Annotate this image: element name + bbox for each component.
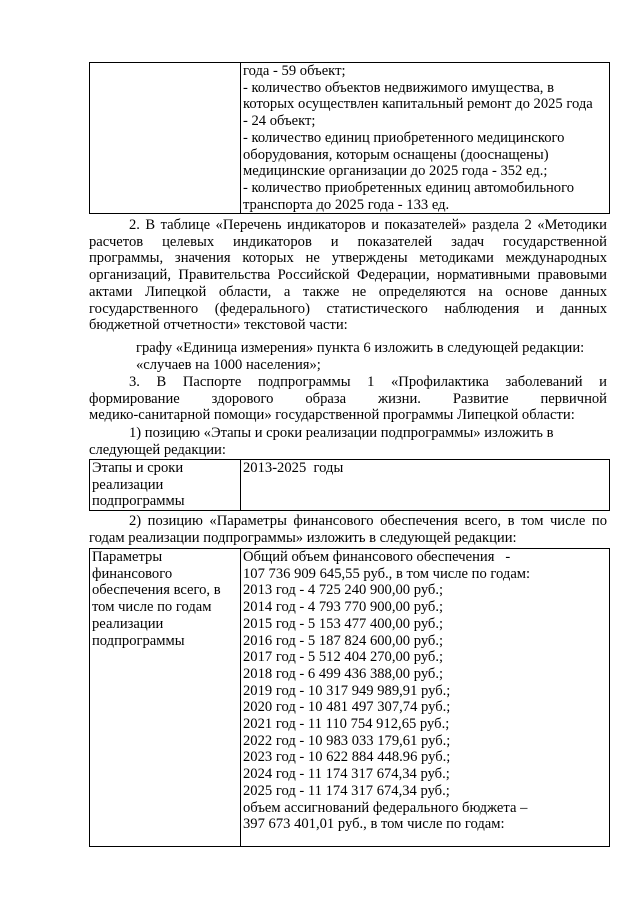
- text-line: реализации: [92, 615, 164, 632]
- text-line: 2. В таблице «Перечень индикаторов и показателей» раздела 2 «Методики: [129, 217, 607, 233]
- text-line: 2019 год - 10 317 949 989,91 руб.;: [243, 682, 451, 699]
- text-line: - количество единиц приобретенного медицинского: [243, 129, 565, 146]
- text-line: 2013 год - 4 725 240 900,00 руб.;: [243, 582, 444, 599]
- text-line: 3. В Паспорте подпрограммы 1 «Профилактика заболеваний и: [129, 374, 607, 390]
- text-line: 2014 год - 4 793 770 900,00 руб.;: [243, 599, 444, 616]
- table-cell-label: [90, 460, 241, 511]
- table-cell-value: [241, 460, 610, 511]
- text-line: реализации: [92, 476, 164, 493]
- text-line: 2021 год - 11 110 754 912,65 руб.;: [243, 716, 450, 733]
- text-line: Параметры: [92, 549, 163, 565]
- item-2: [89, 513, 607, 546]
- text-line: 2) позицию «Параметры финансового обеспечения всего, в том числе по: [129, 513, 607, 529]
- text-line: 1) позицию «Этапы и сроки реализации подпрограммы» изложить в: [129, 425, 554, 441]
- finance-table: [89, 548, 610, 847]
- text-line: 2016 год - 5 187 824 600,00 руб.;: [243, 632, 444, 649]
- indicators-table-continuation: [89, 62, 610, 214]
- text-line: обеспечения всего, в: [92, 582, 221, 599]
- text-line: актами Липецкой области, а также не определяются на основе данных: [89, 283, 607, 300]
- text-line: 2017 год - 5 512 404 270,00 руб.;: [243, 649, 444, 666]
- text-line: медико-санитарной помощи» государственной программы Липецкой области:: [89, 407, 575, 424]
- stages-table: [89, 459, 610, 511]
- table-row: [90, 549, 610, 847]
- text-line: 2024 год - 11 174 317 674,34 руб.;: [243, 766, 450, 783]
- text-line: 2018 год - 6 499 436 388,00 руб.;: [243, 665, 444, 682]
- text-line: года - 59 объект;: [243, 63, 346, 79]
- table-row: [90, 63, 610, 214]
- text-line: годам реализации подпрограммы» изложить в следующей редакции:: [89, 529, 517, 546]
- paragraph-2: [89, 217, 607, 334]
- table-cell-value: [241, 549, 610, 847]
- text-line: программы, значения которых не утверждены методиками международных: [89, 250, 607, 267]
- text-line: 2022 год - 10 983 033 179,61 руб.;: [243, 732, 451, 749]
- text-line: формирование здорового образа жизни. Развитие первичной: [89, 390, 607, 407]
- text-line: финансового: [92, 565, 173, 582]
- text-line: объем ассигнований федерального бюджета –: [243, 799, 528, 816]
- text-line: 397 673 401,01 руб., в том числе по годам:: [243, 816, 505, 833]
- table-cell-label: [90, 549, 241, 847]
- text-line: подпрограммы: [92, 493, 185, 510]
- table-cell-indicators: [241, 63, 610, 214]
- text-line: том числе по годам: [92, 599, 212, 616]
- text-line: Этапы и сроки: [92, 460, 184, 476]
- text-line: которых осуществлен капитальный ремонт до 2025 года: [243, 96, 593, 113]
- text-line: 2013-2025 годы: [243, 460, 344, 476]
- quoted-value: «случаев на 1000 населения»;: [136, 357, 321, 373]
- text-line: 2023 год - 10 622 884 448.96 руб.;: [243, 749, 451, 766]
- text-line: - 24 объект;: [243, 113, 316, 130]
- text-line: расчетов целевых индикаторов и показателей задач государственной: [89, 233, 607, 250]
- text-line: 2025 год - 11 174 317 674,34 руб.;: [243, 782, 450, 799]
- table-row: [90, 460, 610, 511]
- table-cell-empty: [90, 63, 241, 214]
- text-line: следующей редакции:: [89, 441, 226, 458]
- text-line: подпрограммы: [92, 632, 185, 649]
- text-line: медицинские организации до 2025 года - 352 ед.;: [243, 163, 548, 180]
- text-line: 107 736 909 645,55 руб., в том числе по годам:: [243, 565, 531, 582]
- text-line: бюджетной отчетности» текстовой части:: [89, 317, 348, 334]
- paragraph-3: [89, 374, 607, 424]
- item-1: [89, 425, 607, 458]
- text-line: 2020 год - 10 481 497 307,74 руб.;: [243, 699, 451, 716]
- text-line: оборудования, которым оснащены (дооснащены): [243, 146, 549, 163]
- column-instruction: графу «Единица измерения» пункта 6 изложить в следующей редакции:: [136, 340, 585, 356]
- text-line: - количество приобретенных единиц автомобильного: [243, 179, 575, 196]
- text-line: организаций, Правительства Российской Федерации, нормативными правовыми: [89, 267, 607, 284]
- text-line: транспорта до 2025 года - 133 ед.: [243, 196, 450, 213]
- text-line: - количество объектов недвижимого имущества, в: [243, 79, 554, 96]
- text-line: государственного (федерального) статистического наблюдения и данных: [89, 300, 607, 317]
- text-line: Общий объем финансового обеспечения -: [243, 549, 511, 565]
- text-line: 2015 год - 5 153 477 400,00 руб.;: [243, 615, 444, 632]
